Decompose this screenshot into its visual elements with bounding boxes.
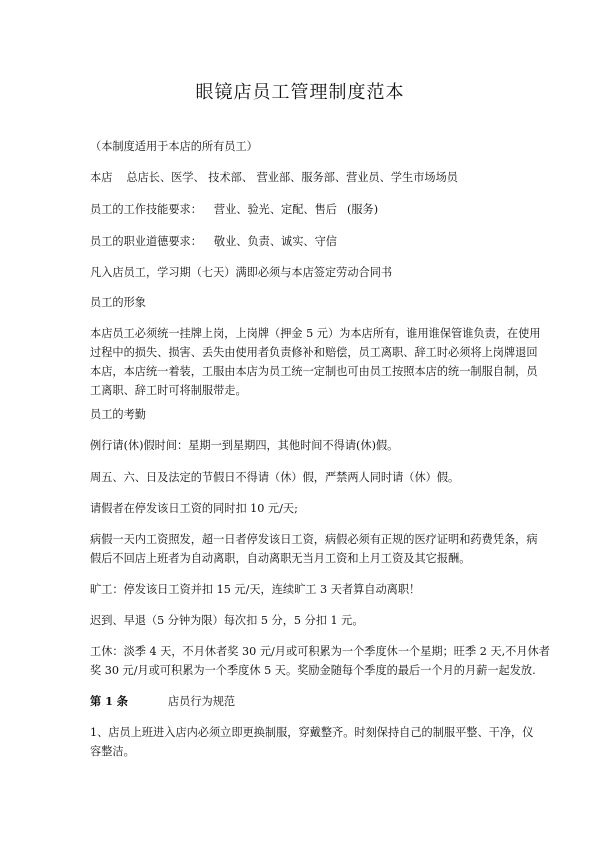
ethics-items: 敬业、负责、诚实、守信 — [213, 235, 337, 248]
rule-1 — [90, 723, 534, 761]
skills-items: 营业、验光、定配、售后 — [213, 203, 337, 216]
leave-regular: 例行请(休)假时间：星期一到星期四，其他时间不得请(休)假。 — [90, 439, 399, 452]
sick-leave-line: 假后不回店上班者为自动离职，自动离职无当月工资和上月工资及其它报酬。 — [90, 552, 471, 565]
image-body — [90, 324, 541, 400]
image-body-line: 本店员工必须统一挂牌上岗，上岗牌（押金 5 元）为本店所有，谁用谁保管谁负责，在使用 — [90, 327, 541, 340]
staff-roles-list: 总店长、医学、 技术部、 营业部、服务部、营业员、学生市场场员 — [126, 171, 458, 184]
image-body-line: 本店，本店统一着装，工服由本店为员工统一定制也可由员工按照本店的统一制服自制，员 — [90, 365, 538, 378]
article-number: 第 1 条 — [90, 694, 128, 708]
sick-leave — [90, 530, 538, 568]
ethics-requirements — [90, 232, 520, 251]
rule-1-line: 容整洁。 — [90, 745, 135, 758]
staff-roles — [90, 168, 520, 187]
document-title: 眼镜店员工管理制度范本 — [195, 82, 405, 103]
ethics-label: 员工的职业道德要求： — [90, 235, 202, 248]
skill-requirements — [90, 200, 520, 219]
leave-deduction: 请假者在停发该日工资的同时扣 10 元/天; — [90, 502, 298, 515]
image-heading: 员工的形象 — [90, 296, 146, 309]
skills-suffix: (服务) — [346, 203, 379, 216]
sick-leave-line: 病假一天内工资照发，超一日者停发该日工资，病假必须有正规的医疗证明和药费凭条，病 — [90, 533, 538, 546]
rest-rule-line: 奖 30 元/月或可积累为一个季度休 5 天。奖励金随每个季度的最后一个月的月薪一起发放. — [90, 664, 536, 677]
image-body-line: 过程中的损失、损害、丢失由使用者负责修补和赔偿，员工离职、辞工时必须将上岗牌退回 — [90, 346, 538, 359]
leave-holiday: 周五、六、日及法定的节假日不得请（休）假，严禁两人同时请（休）假。 — [90, 471, 460, 484]
absence-rule: 旷工：停发该日工资并扣 15 元/天，连续旷工 3 天者算自动离职！ — [90, 583, 421, 596]
image-body-line: 工离职、辞工时可将制服带走。 — [90, 384, 247, 397]
probation-rule: 凡入店员工，学习期（七天）满即必须与本店签定劳动合同书 — [90, 266, 393, 279]
attendance-heading: 员工的考勤 — [90, 408, 146, 421]
rule-1-line: 1、店员上班进入店内必须立即更换制服，穿戴整齐。时刻保持自己的制服平整、干净，仪 — [90, 726, 534, 739]
staff-label: 本店 — [90, 171, 113, 184]
rest-rule — [90, 642, 550, 680]
skills-label: 员工的工作技能要求： — [90, 203, 202, 216]
scope-note: （本制度适用于本店的所有员工） — [90, 140, 258, 153]
article-title: 店员行为规范 — [167, 695, 236, 708]
late-rule: 迟到、早退（5 分钟为限）每次扣 5 分，5 分扣 1 元。 — [90, 614, 364, 627]
rest-rule-line: 工休：淡季 4 天，不月休者奖 30 元/月或可积累为一个季度休一个星期；旺季 2 天,不月休者 — [90, 645, 550, 658]
article-heading — [90, 692, 520, 711]
